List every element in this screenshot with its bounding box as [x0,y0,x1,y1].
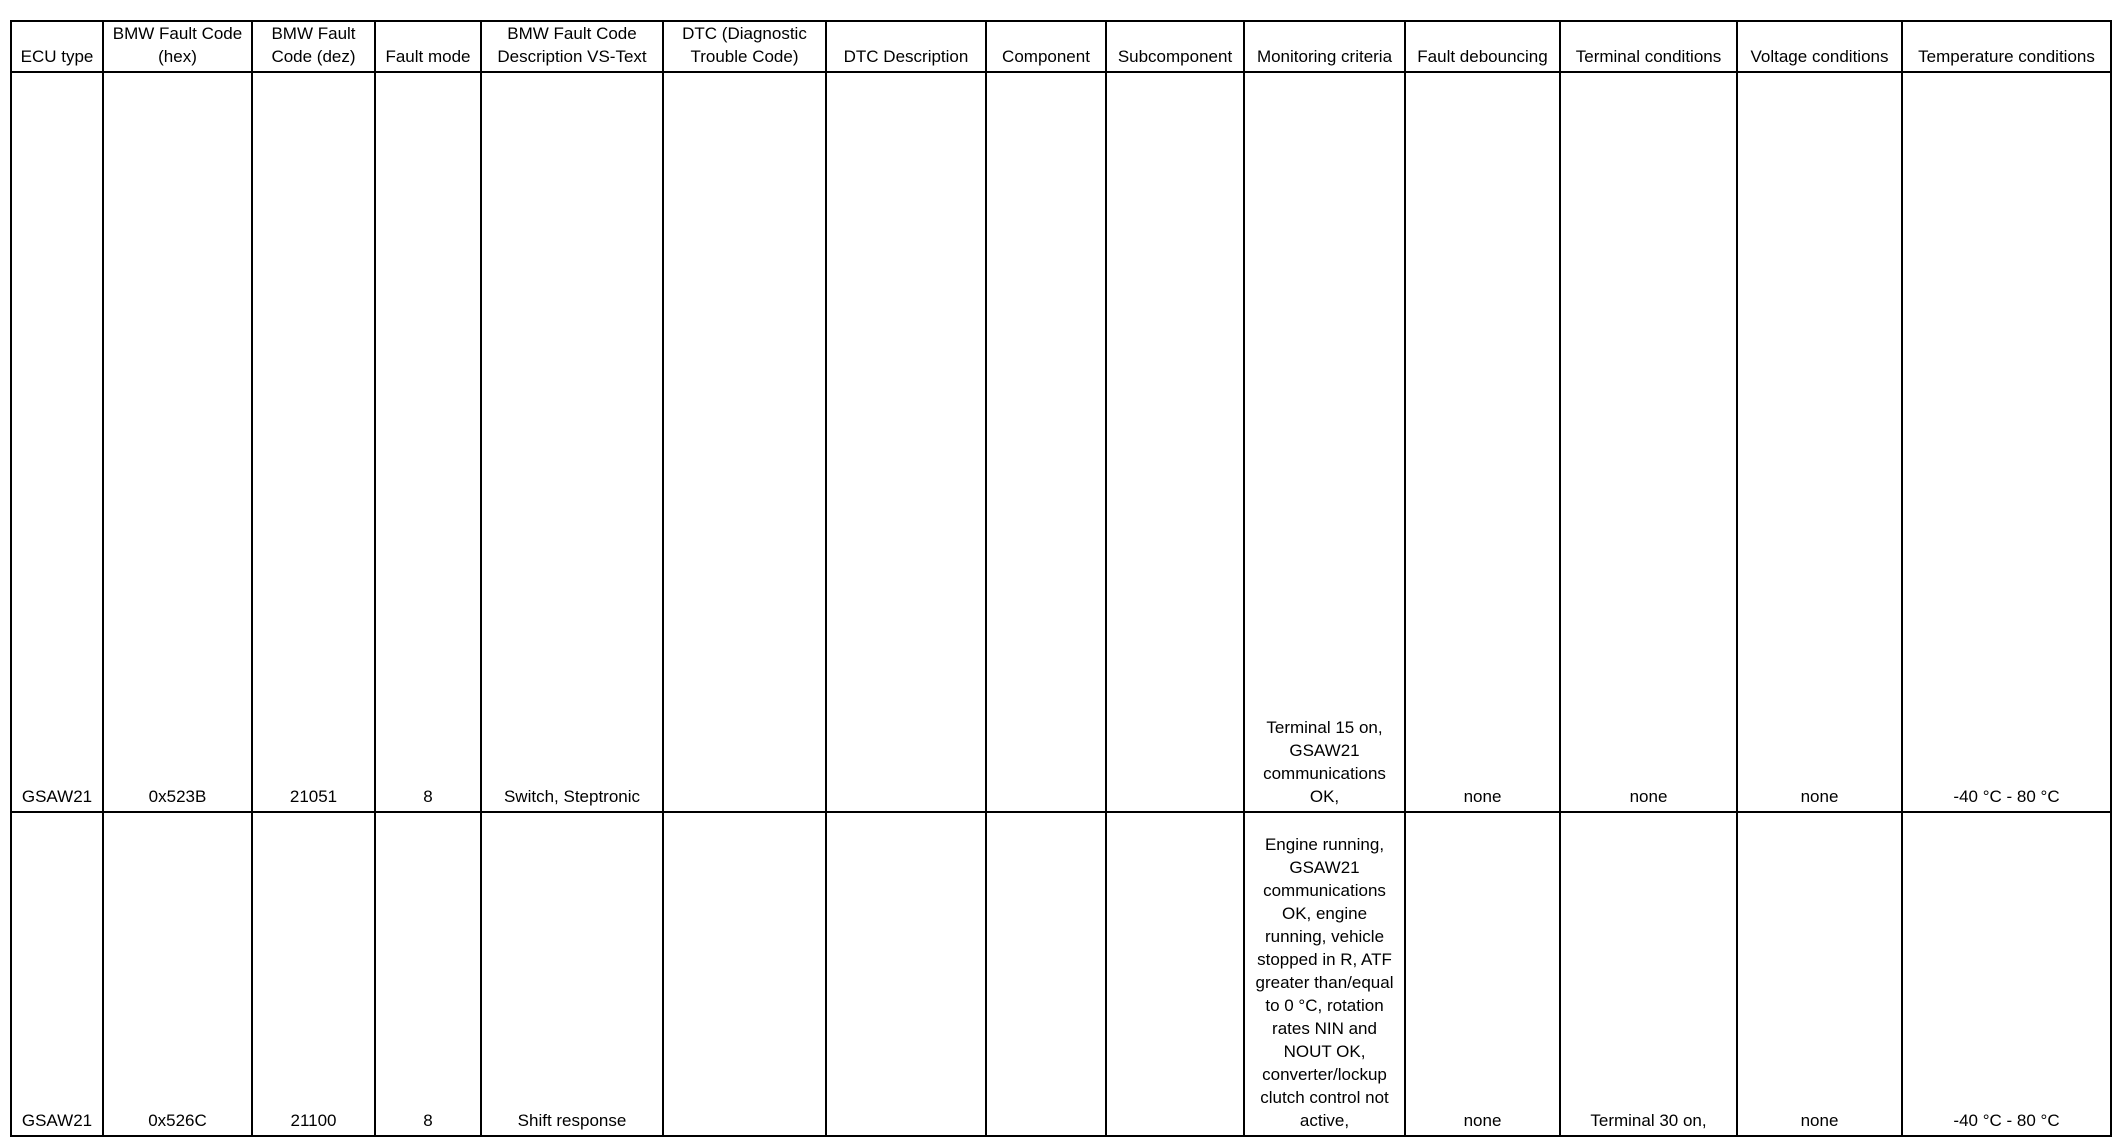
col-header-temperature-conditions: Temperature conditions [1902,21,2111,72]
cell-terminal-conditions: none [1560,72,1737,812]
cell-fault-code-hex: 0x526C [103,812,252,1136]
cell-monitoring-criteria: Engine running, GSAW21 communications OK, engine running, vehicle stopped in R, ATF greater than/equal to 0 °C, rotation rates NIN and NOUT OK, converter/lockup clutch control not active, [1244,812,1405,1136]
cell-voltage-conditions: none [1737,812,1902,1136]
col-header-dtc-description: DTC Description [826,21,986,72]
table-row [11,72,2111,812]
header-row [11,21,2111,72]
cell-description-vs-text: Switch, Steptronic [481,72,663,812]
cell-fault-debouncing: none [1405,812,1560,1136]
cell-monitoring-criteria: Terminal 15 on, GSAW21 communications OK, [1244,72,1405,812]
cell-dtc [663,72,826,812]
cell-fault-code-hex: 0x523B [103,72,252,812]
cell-component [986,72,1106,812]
cell-description-vs-text: Shift response [481,812,663,1136]
col-header-ecu-type: ECU type [11,21,103,72]
cell-dtc [663,812,826,1136]
cell-fault-code-dez: 21051 [252,72,375,812]
cell-temperature-conditions: -40 °C - 80 °C [1902,72,2111,812]
col-header-voltage-conditions: Voltage conditions [1737,21,1902,72]
col-header-subcomponent: Subcomponent [1106,21,1244,72]
col-header-fault-debouncing: Fault debouncing [1405,21,1560,72]
cell-fault-mode: 8 [375,72,481,812]
cell-fault-code-dez: 21100 [252,812,375,1136]
cell-temperature-conditions: -40 °C - 80 °C [1902,812,2111,1136]
col-header-terminal-conditions: Terminal conditions [1560,21,1737,72]
fault-code-table [10,20,2112,1137]
cell-dtc-description [826,812,986,1136]
cell-ecu-type: GSAW21 [11,812,103,1136]
cell-subcomponent [1106,72,1244,812]
cell-fault-mode: 8 [375,812,481,1136]
col-header-description-vs-text: BMW Fault Code Description VS-Text [481,21,663,72]
cell-subcomponent [1106,812,1244,1136]
col-header-monitoring-criteria: Monitoring criteria [1244,21,1405,72]
cell-ecu-type: GSAW21 [11,72,103,812]
table-row [11,812,2111,1136]
col-header-fault-mode: Fault mode [375,21,481,72]
col-header-component: Component [986,21,1106,72]
col-header-fault-code-dez: BMW Fault Code (dez) [252,21,375,72]
cell-terminal-conditions: Terminal 30 on, [1560,812,1737,1136]
cell-dtc-description [826,72,986,812]
cell-fault-debouncing: none [1405,72,1560,812]
col-header-dtc: DTC (Diagnostic Trouble Code) [663,21,826,72]
col-header-fault-code-hex: BMW Fault Code (hex) [103,21,252,72]
cell-component [986,812,1106,1136]
cell-voltage-conditions: none [1737,72,1902,812]
